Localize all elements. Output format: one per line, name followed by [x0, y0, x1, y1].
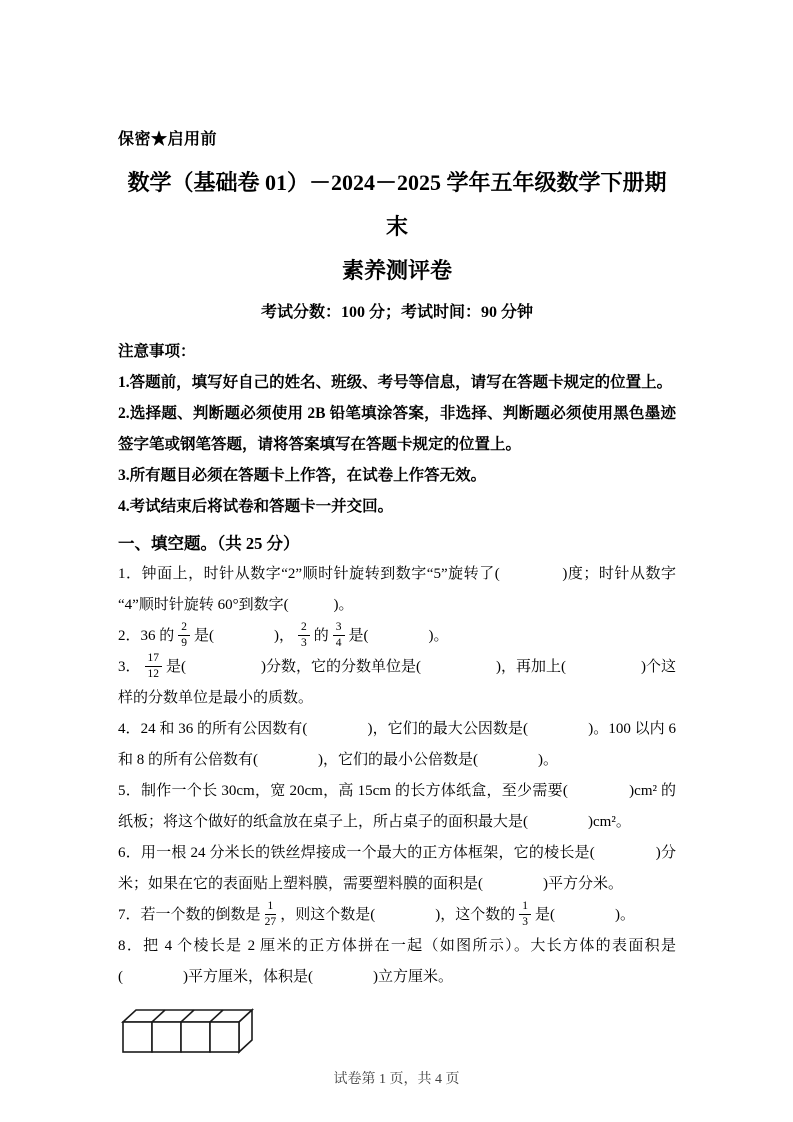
- question-item: 2．36 的 $\frac{2}{9}$ 是( )， $\frac{2}{3}$ 的 $\frac{3}{4}$ 是( )。: [118, 621, 449, 650]
- questions-list: [118, 559, 680, 993]
- notice-heading: 注意事项：: [118, 343, 196, 360]
- title-line-1: 数学（基础卷 01）－2024－2025 学年五年级数学下册期末: [127, 170, 667, 239]
- fraction: $\frac{2}{3}$: [298, 621, 310, 649]
- section-heading-fill-blanks: 一、填空题。（共 25 分）: [118, 534, 300, 553]
- page-title: [118, 161, 676, 293]
- page-footer: 试卷第 1 页，共 4 页: [333, 1072, 460, 1087]
- question-item: 3． $\frac{17}{12}$ 是( )分数，它的分数单位是( )，再加上( )个这样的分数单位是最小的质数。: [118, 652, 676, 706]
- fraction: $\frac{17}{12}$: [145, 652, 163, 680]
- fraction: $\frac{3}{4}$: [333, 621, 345, 649]
- question-item: 8．把 4 个棱长是 2 厘米的正方体拼在一起（如图所示）。大长方体的表面积是( )平方厘米，体积是( )立方厘米。: [118, 938, 676, 985]
- question-item: 4．24 和 36 的所有公因数有( )，它们的最大公因数是( )。100 以内 6 和 8 的所有公倍数有( )，它们的最小公倍数是( )。: [118, 721, 680, 768]
- fraction: $\frac{1}{27}$: [264, 900, 277, 929]
- secrecy-label: 保密★启用前: [118, 131, 218, 148]
- notice-item: 2.选择题、判断题必须使用 2B 铅笔填涂答案，非选择、判断题必须使用黑色墨迹签字笔或钢笔答题，请将答案填写在答题卡规定的位置上。: [118, 405, 676, 453]
- four-cubes-figure: [120, 1007, 260, 1055]
- notice-item: 1.答题前，填写好自己的姓名、班级、考号等信息，请写在答题卡规定的位置上。: [118, 374, 673, 391]
- figure-wrap: [120, 1007, 676, 1060]
- question-item: 5．制作一个长 30cm，宽 20cm，高 15cm 的长方体纸盒，至少需要( )cm² 的纸板；将这个做好的纸盒放在桌子上，所占桌子的面积最大是( )cm²。: [118, 783, 676, 830]
- question-item: 6．用一根 24 分米长的铁丝焊接成一个最大的正方体框架，它的棱长是( )分米；如果在它的表面贴上塑料膜，需要塑料膜的面积是( )平方分米。: [118, 845, 676, 892]
- notice-item: 4.考试结束后将试卷和答题卡一并交回。: [118, 498, 394, 515]
- notice-item: 3.所有题目必须在答题卡上作答，在试卷上作答无效。: [118, 467, 487, 484]
- notice-section: [118, 336, 676, 522]
- fraction: $\frac{2}{9}$: [178, 621, 190, 649]
- title-line-2: 素养测评卷: [341, 258, 452, 283]
- question-item: 1．钟面上，时针从数字“2”顺时针旋转到数字“5”旋转了( )度；时针从数字“4”顺时针旋转 60°到数字( )。: [118, 566, 676, 613]
- exam-score-time: 考试分数：100 分；考试时间：90 分钟: [260, 304, 533, 321]
- question-item: 7．若一个数的倒数是 $\frac{1}{27}$ ，则这个数是( )，这个数的 $\frac{1}{3}$ 是( )。: [118, 900, 636, 929]
- fraction: $\frac{1}{3}$: [519, 900, 531, 928]
